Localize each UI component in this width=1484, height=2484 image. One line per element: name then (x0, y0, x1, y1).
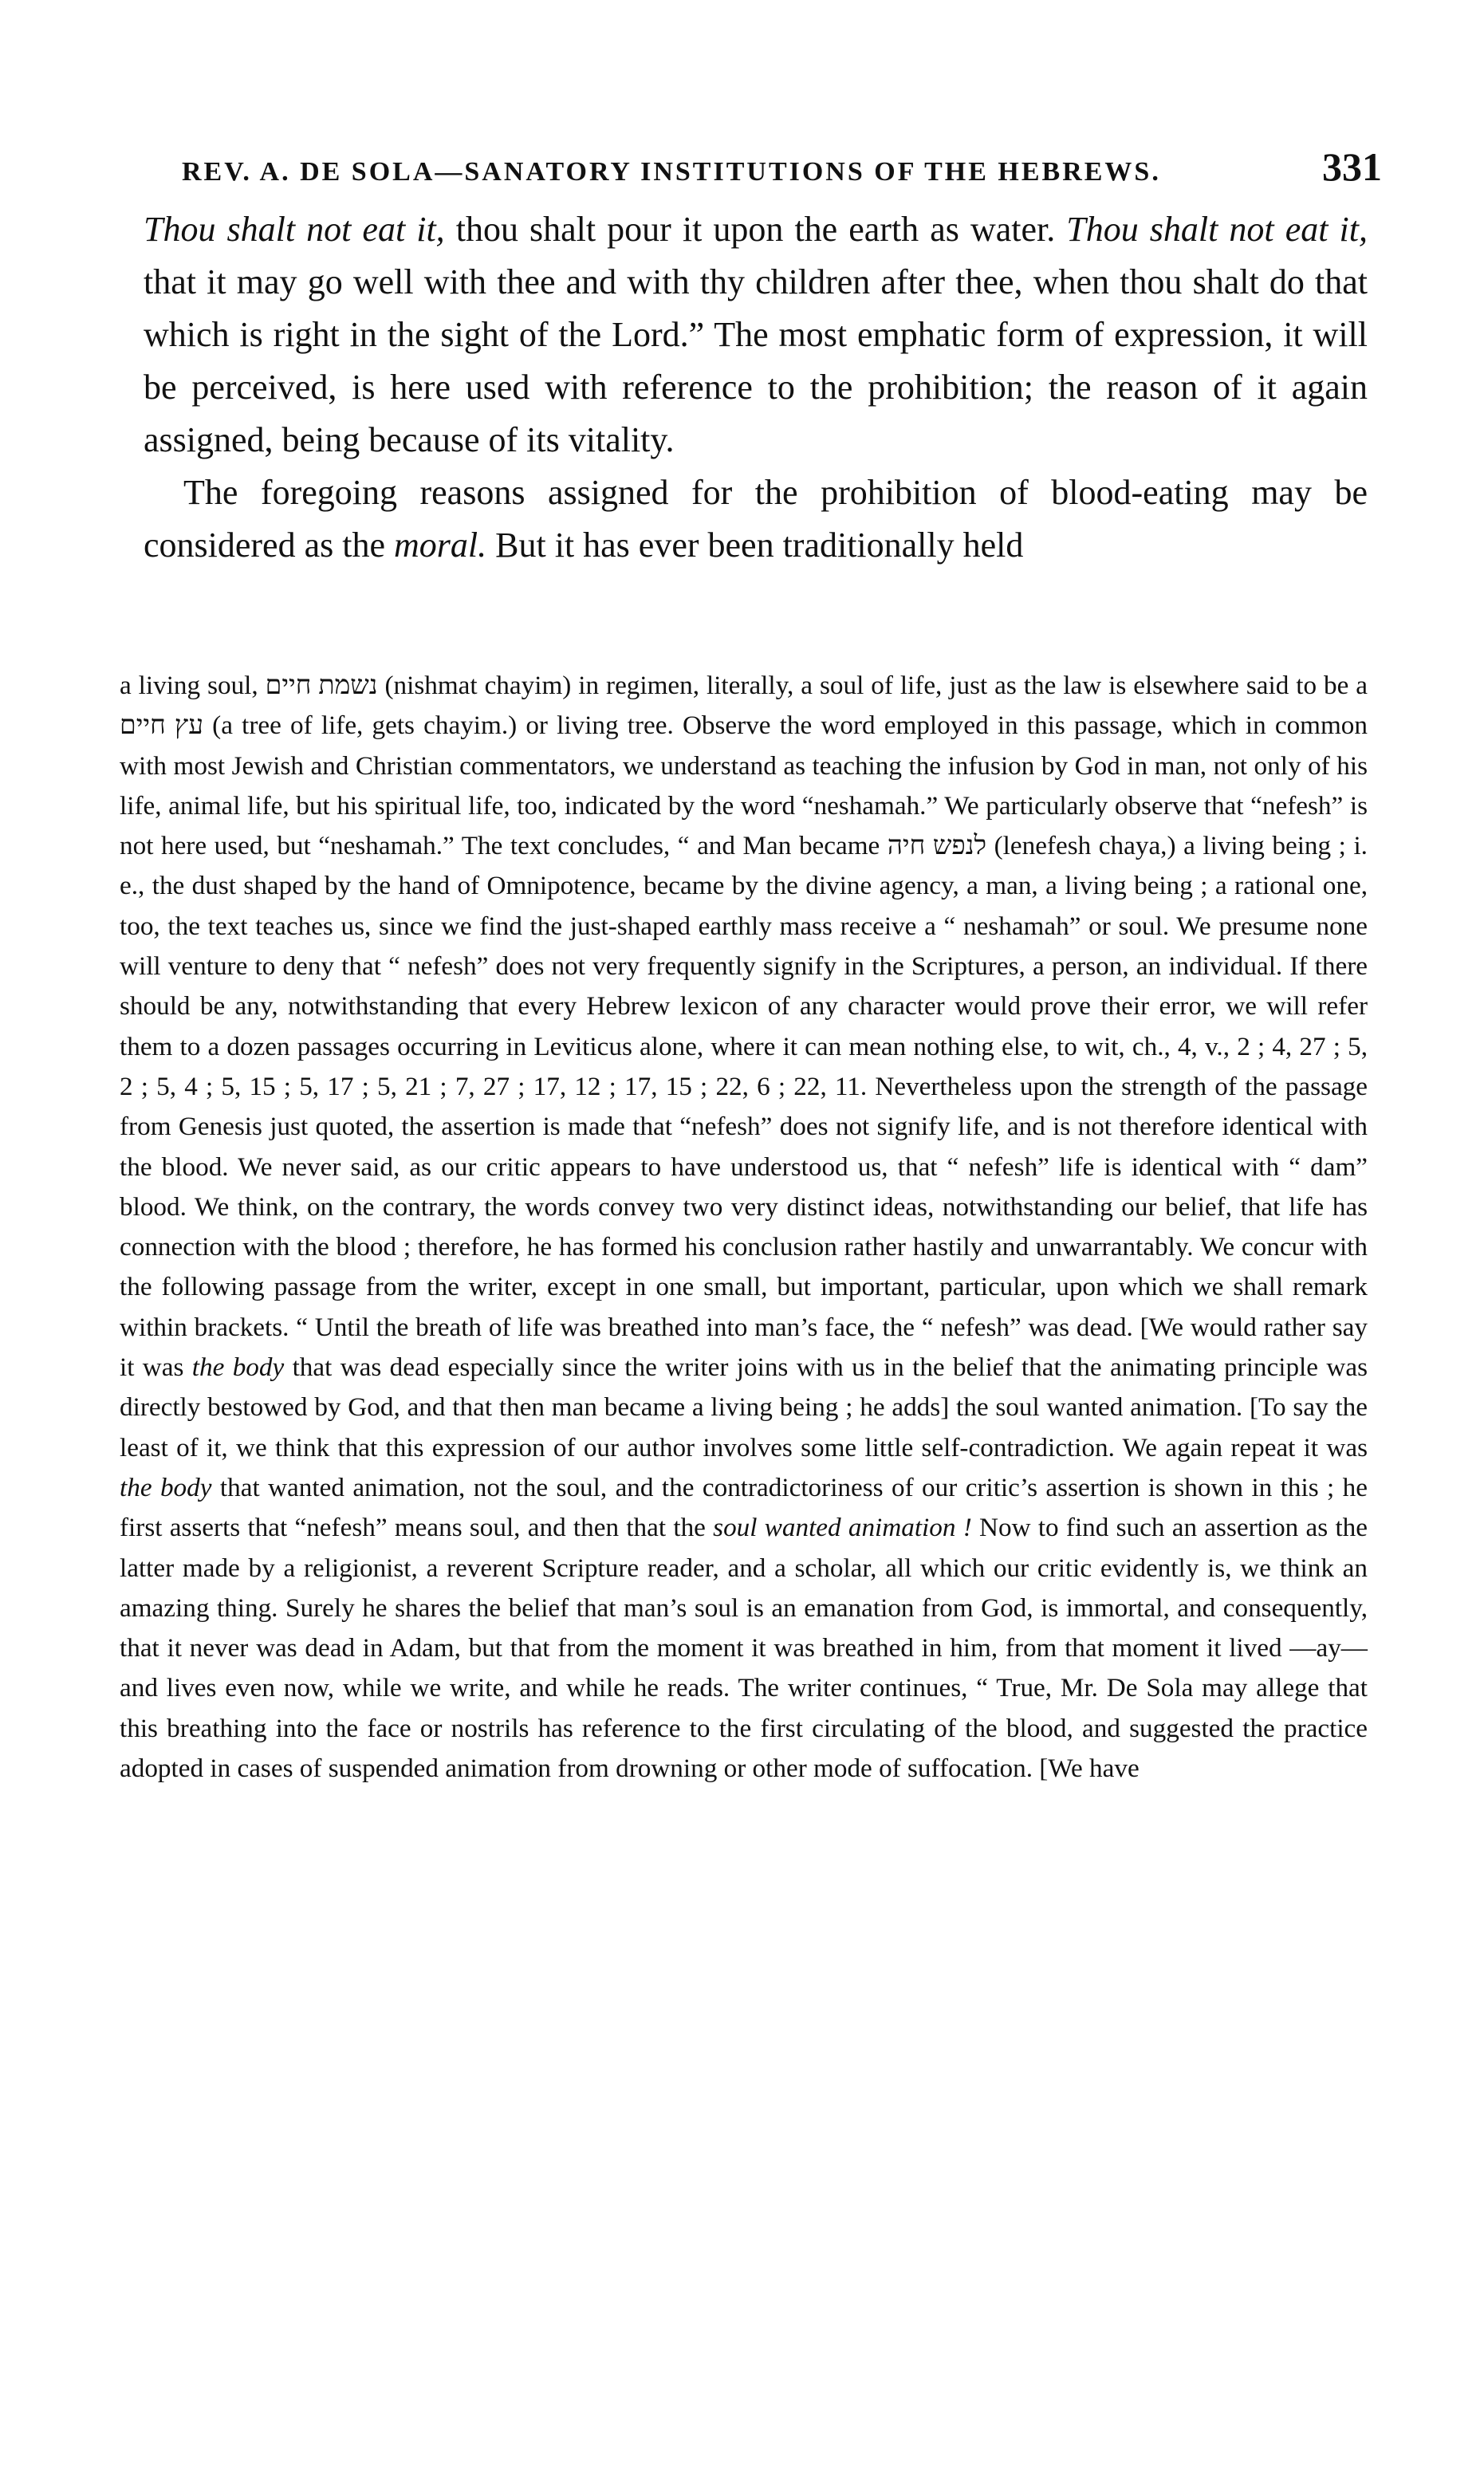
text-run: Now to find such an assertion as the latter made by a religionist, a reverent Scripture reader, and a scholar, all which our critic evidently is, we think an amazing thing. Surely he shares the belief that man’s soul is an emanation from God, is immortal, and consequently, that it never was dead in Adam, but that from the moment it was breathed in him, from that moment it lived —ay—and lives even now, while we write, and while he reads. The writer continues, “ True, Mr. De Sola may allege that this breathing into the face or nostrils has reference to the first circulating of the blood, and suggested the practice adopted in cases of suspended animation from drowning or other mode of suffocation. [We have (120, 1513, 1368, 1784)
main-text (144, 203, 1368, 572)
footnote-paragraph (120, 666, 1368, 1789)
body-paragraph (144, 466, 1368, 572)
italic-text: the body (191, 1352, 285, 1383)
text-run: The foregoing reasons assigned for the prohibition of blood-eating may be considered as the (144, 473, 1368, 565)
italic-text: Thou shalt not eat it, (1066, 210, 1368, 249)
page-header (182, 144, 1382, 199)
body-paragraph (144, 203, 1368, 466)
running-head: REV. A. DE SOLA—SANATORY INSTITUTIONS OF THE HEBREWS. (182, 157, 1161, 187)
text-run: that was dead especially since the writer joins with us in the belief that the animating principle was directly bestowed by God, and that then man became a living being ; he adds] the soul wanted animation. [To say the least of it, we think that this expression of our author involves some little self-contradiction. We again repeat it was (120, 1352, 1368, 1462)
text-run: that it may go well with thee and with thy children after thee, when thou shalt do that which is right in the sight of the Lord.” The most emphatic form of expression, it will be perceived, is here used with reference to the prohibition; the reason of it again assigned, being because of its vitality. (144, 262, 1368, 459)
text-run: thou shalt pour it upon the earth as water. (444, 210, 1067, 249)
footnote-block (120, 666, 1368, 1789)
text-run: But it has ever been traditionally held (486, 526, 1024, 565)
text-run: a living soul, נשמת חיים (nishmat chayim) in regimen, literally, a soul of life, just as the law is elsewhere said to be a עץ חיים (a tree of life, gets chayim.) or living tree. Observe the word employed in this passage, which in common with most Jewish and Christian commentators, we understand as teaching the infusion by God in man, not only of his life, animal life, but his spiritual life, too, indicated by the word “neshamah.” We particularly observe that “nefesh” is not here used, but “neshamah.” The text concludes, “ and Man became לנפש חיה (lenefesh chaya,) a living being ; i. e., the dust shaped by the hand of Omnipotence, became by the divine agency, a man, a living being ; a rational one, too, the text teaches us, since we find the just-shaped earthly mass receive a “ neshamah” or soul. We presume none will venture to deny that “ nefesh” does not very frequently signify in the Scriptures, a person, an individual. If there should be any, notwithstanding that every Hebrew lexicon of any character would prove their error, we will refer them to a dozen passages occurring in Leviticus alone, where it can mean nothing else, to wit, ch., 4, v., 2 ; 4, 27 ; 5, 2 ; 5, 4 ; 5, 15 ; 5, 17 ; 5, 21 ; 7, 27 ; 17, 12 ; 17, 15 ; 22, 6 ; 22, 11. Nevertheless upon the strength of the passage from Genesis just quoted, the assertion is made that “nefesh” does not signify life, and is not therefore identical with the blood. We never said, as our critic appears to have understood us, that “ nefesh” life is identical with “ dam” blood. We think, on the contrary, the words convey two very distinct ideas, notwithstanding our belief, that life has connection with the blood ; therefore, he has formed his conclusion rather hastily and unwarrantably. We concur with the following passage from the writer, except in one small, but important, particular, upon which we shall remark within brackets. “ Until the breath of life was breathed into man’s face, the “ nefesh” was dead. [We would rather say it was (120, 671, 1368, 1383)
italic-text: soul wanted animation ! (713, 1513, 972, 1543)
page-number: 331 (1322, 144, 1382, 189)
italic-text: moral. (394, 526, 487, 565)
text-run: that wanted animation, not the soul, and the contradictoriness of our critic’s assertion is shown in this ; he first asserts that “nefesh” means soul, and then that the (120, 1472, 1368, 1543)
italic-text: the body (120, 1472, 212, 1502)
italic-text: Thou shalt not eat it, (144, 210, 445, 249)
